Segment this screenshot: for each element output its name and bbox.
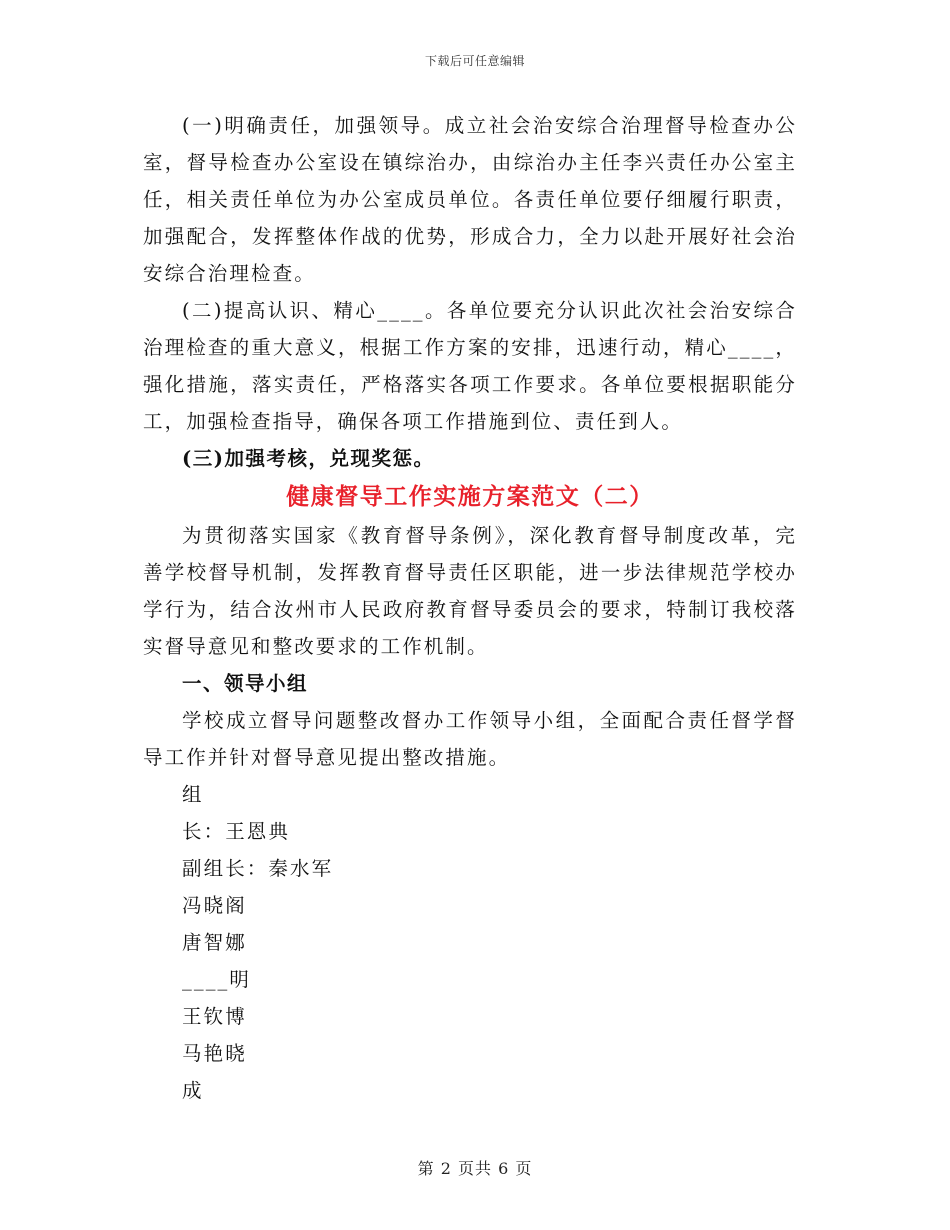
subheading-leadership-group: 一、领导小组 xyxy=(182,672,309,695)
paragraph-intro: 为贯彻落实国家《教育督导条例》，深化教育督导制度改革，完善学校督导机制，发挥教育督导责任区职能，进一步法律规范学校办学行为，结合汝州市人民政府教育督导委员会的要求，特制订我校落实督导意见和整改要求的工作机制。 xyxy=(143,524,797,658)
list-item: 长：王恩典 xyxy=(182,820,291,843)
list-item: 成 xyxy=(182,1079,204,1102)
list-item: 冯晓阁 xyxy=(182,894,247,917)
list-item: 唐智娜 xyxy=(182,931,247,954)
paragraph-leadership-group: 学校成立督导问题整改督办工作领导小组，全面配合责任督学督导工作并针对督导意见提出整改措施。 xyxy=(143,709,797,769)
list-item: ____明 xyxy=(182,968,251,991)
page-number: 第 2 页共 6 页 xyxy=(417,1159,533,1178)
list-item: 组 xyxy=(182,783,204,806)
paragraph-assessment: (三)加强考核，兑现奖惩。 xyxy=(182,447,435,470)
list-item: 副组长：秦水军 xyxy=(182,857,334,880)
paragraph-responsibility: (一)明确责任，加强领导。成立社会治安综合治理督导检查办公室，督导检查办公室设在镇综治办，由综治办主任李兴责任办公室主任，相关责任单位为办公室成员单位。各责任单位要仔细履行职责，加强配合，发挥整体作战的优势，形成合力，全力以赴开展好社会治安综合治理检查。 xyxy=(143,114,797,285)
paragraph-awareness: (二)提高认识、精心____。各单位要充分认识此次社会治安综合治理检查的重大意义，根据工作方案的安排，迅速行动，精心____，强化措施，落实责任，严格落实各项工作要求。各单位要根据职能分工，加强检查指导，确保各项工作措施到位、责任到人。 xyxy=(143,299,797,433)
section-title: 健康督导工作实施方案范文（二） xyxy=(286,483,654,510)
header-note: 下载后可任意编辑 xyxy=(424,54,525,68)
list-item: 王钦博 xyxy=(182,1005,247,1028)
list-item: 马艳晓 xyxy=(182,1042,247,1065)
document-body xyxy=(143,107,797,1109)
